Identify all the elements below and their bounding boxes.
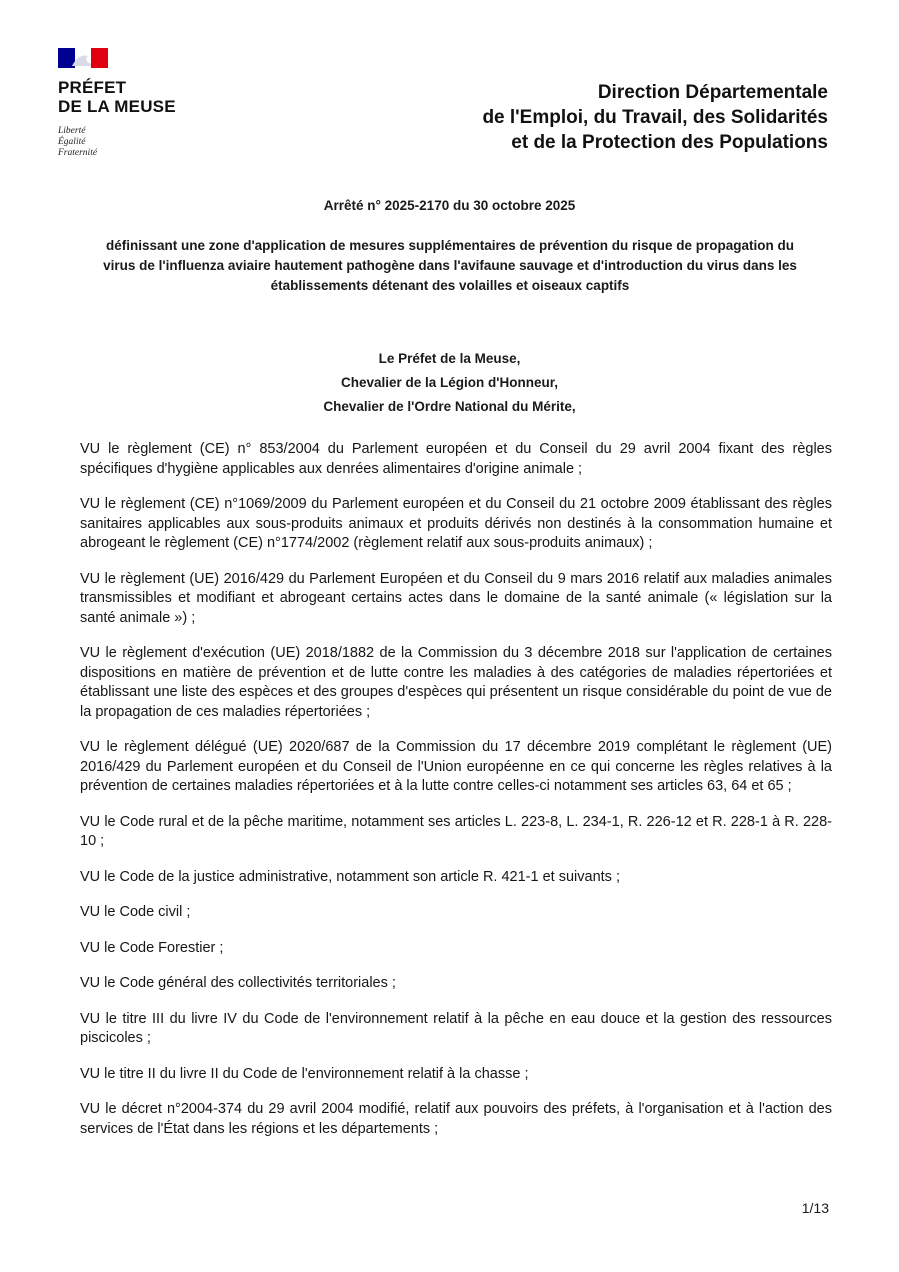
signatory-block — [0, 347, 899, 419]
visas-list — [80, 440, 832, 1155]
motto-line: Égalité — [58, 137, 86, 147]
prefecture-line: DE LA MEUSE — [58, 97, 176, 116]
visa-paragraph: VU le titre III du livre IV du Code de l'environnement relatif à la pêche en eau douce et la gestion des ressources piscicoles ; — [80, 1010, 832, 1046]
visa-paragraph: VU le règlement d'exécution (UE) 2018/1882 de la Commission du 3 décembre 2018 sur l'application de certaines dispositions en matière de prévention et de lutte contre les maladies à des catégories de maladies répertoriées et établissant une liste des espèces et des groupes d'espèces qui présentent un risque considérable du point de vue de la propagation de ces maladies répertoriées ; — [80, 645, 832, 720]
motto-line: Fraternité — [58, 148, 98, 158]
direction-line: de l'Emploi, du Travail, des Solidarités — [482, 107, 828, 128]
visa-paragraph: VU le Code général des collectivités territoriales ; — [80, 975, 396, 991]
visa-paragraph: VU le règlement (CE) n° 853/2004 du Parlement européen et du Conseil du 29 avril 2004 fixant des règles spécifiques d'hygiène applicables aux denrées alimentaires d'origine animale ; — [80, 441, 832, 477]
visa-paragraph: VU le décret n°2004-374 du 29 avril 2004 modifié, relatif aux pouvoirs des préfets, à l'organisation et à l'action des services de l'État dans les régions et les départements ; — [80, 1101, 832, 1137]
marianne-flag-icon — [58, 48, 108, 68]
visa-paragraph: VU le Code de la justice administrative, notamment son article R. 421-1 et suivants ; — [80, 868, 620, 885]
signatory-line: Le Préfet de la Meuse, — [378, 351, 521, 366]
signatory-line: Chevalier de la Légion d'Honneur, — [340, 375, 558, 390]
visa-paragraph: VU le règlement (UE) 2016/429 du Parlement Européen et du Conseil du 9 mars 2016 relatif aux maladies animales transmissibles et modifiant et abrogeant certains actes dans le domaine de la santé animale (« législation sur la santé animale ») ; — [80, 570, 832, 626]
visa-paragraph: VU le règlement (CE) n°1069/2009 du Parlement européen et du Conseil du 21 octobre 2009 établissant des règles sanitaires applicables aux sous-produits animaux et produits dérivés non destinés à la consommation humaine et abrogeant le règlement (CE) n°1774/2002 (règlement relatif aux sous-produits animaux) ; — [80, 496, 832, 551]
visa-paragraph: VU le règlement délégué (UE) 2020/687 de la Commission du 17 décembre 2019 complétant le règlement (UE) 2016/429 du Parlement européen et du Conseil de l'Union européenne en ce qui concerne les règles relatives à la prévention de certaines maladies répertoriées et à la lutte contre celles-ci notamment ses articles 63, 64 et 65 ; — [80, 739, 832, 794]
direction-line: et de la Protection des Populations — [511, 132, 828, 153]
page-number: 1/13 — [801, 1200, 829, 1216]
prefecture-name — [58, 78, 218, 116]
marianne-logo — [58, 48, 218, 159]
decree-title: Arrêté n° 2025-2170 du 30 octobre 2025 — [323, 198, 576, 213]
visa-paragraph: VU le Code civil ; — [80, 904, 191, 920]
direction-line: Direction Départementale — [597, 82, 828, 103]
direction-title — [388, 80, 828, 155]
visa-paragraph: VU le Code rural et de la pêche maritime, notamment ses articles L. 223-8, L. 234-1, R. 226-12 et R. 228-1 à R. 228-10 ; — [80, 813, 832, 849]
motto-line: Liberté — [58, 126, 86, 136]
prefecture-line: PRÉFET — [58, 78, 127, 97]
signatory-line: Chevalier de l'Ordre National du Mérite, — [323, 399, 576, 414]
visa-paragraph: VU le titre II du livre II du Code de l'environnement relatif à la chasse ; — [80, 1065, 529, 1082]
decree-subject: définissant une zone d'application de mesures supplémentaires de prévention du risque de propagation du virus de l'influenza aviaire hautement pathogène dans l'avifaune sauvage et d'introduction du virus dans les établissements détenant des volailles et oiseaux captifs — [103, 238, 797, 293]
visa-paragraph: VU le Code Forestier ; — [80, 939, 224, 956]
republic-motto — [58, 126, 218, 159]
